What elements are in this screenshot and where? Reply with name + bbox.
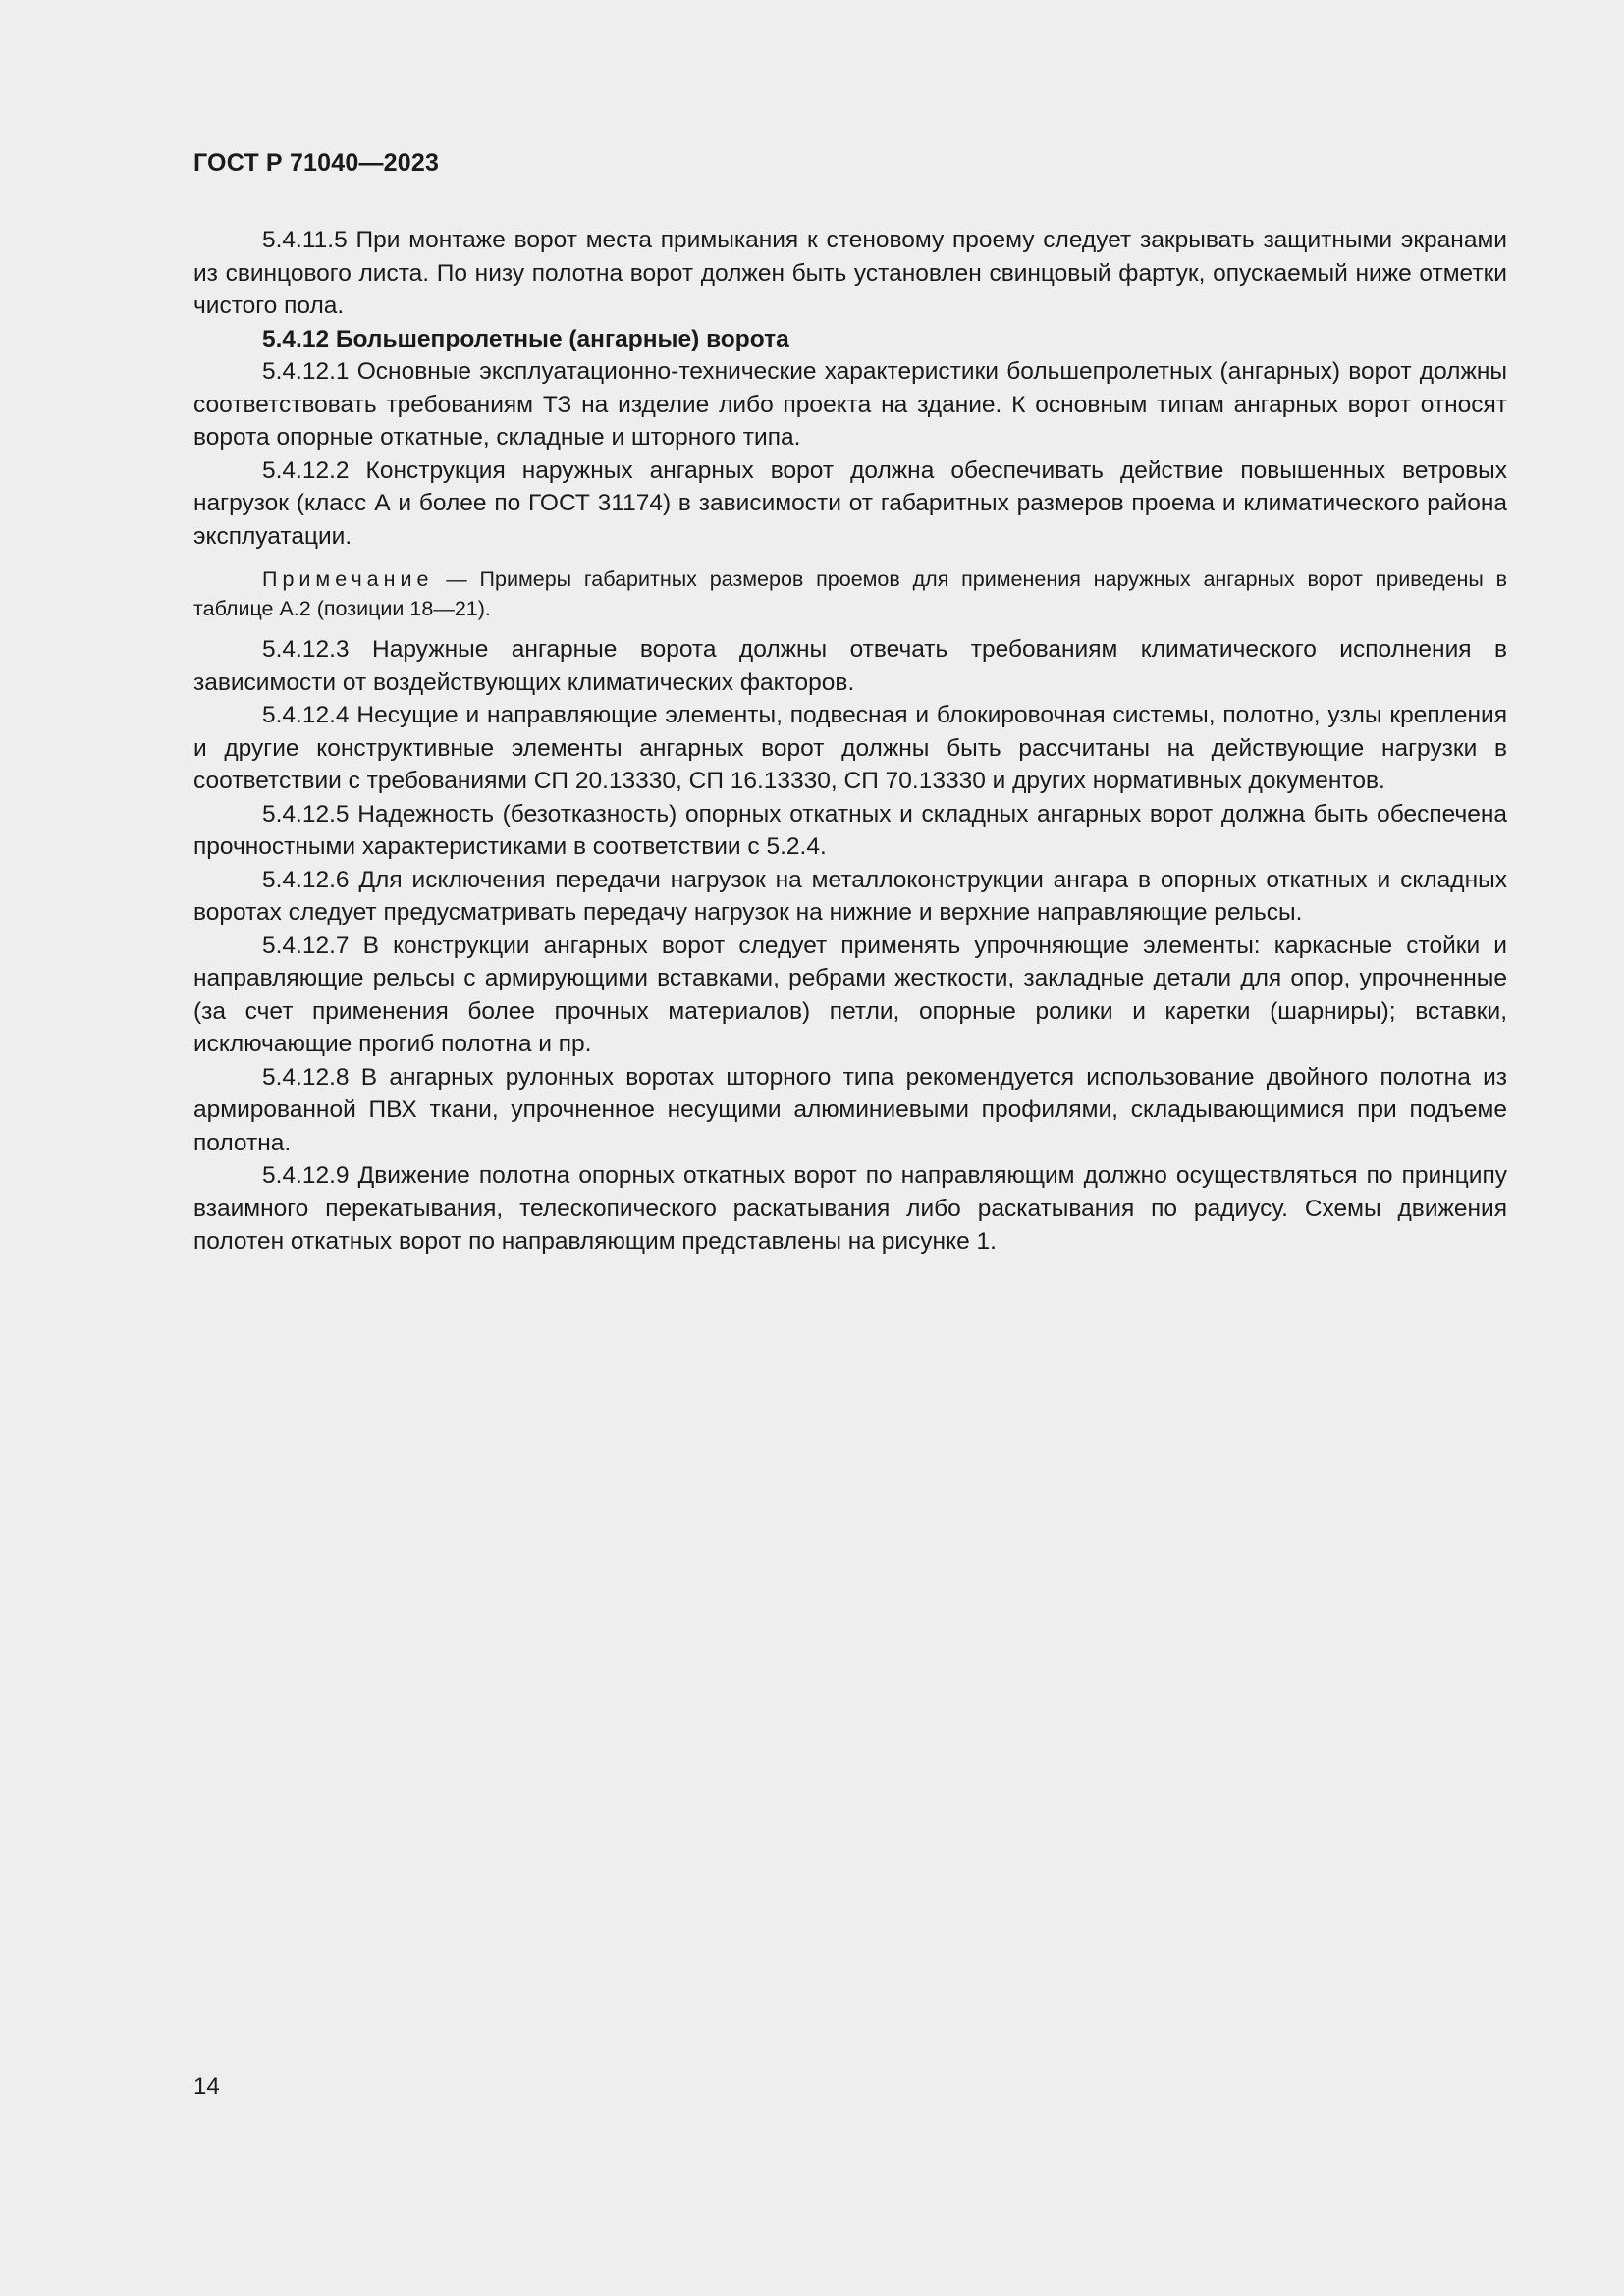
paragraph-5-4-12-2: 5.4.12.2 Конструкция наружных ангарных ворот должна обеспечивать действие повышенных ветровых нагрузок (класс А и более по ГОСТ 31174) в зависимости от габаритных размеров проема и климатического района эксплуатации. (193, 456, 1507, 550)
paragraph-5-4-12-6: 5.4.12.6 Для исключения передачи нагрузок на металлоконструкции ангара в опорных откатных и складных воротах следует предусматривать передачу нагрузок на нижние и верхние направляющие рельсы. (193, 866, 1507, 926)
section-heading-5-4-12: 5.4.12 Большепролетные (ангарные) ворота (262, 325, 789, 352)
page-number: 14 (193, 2073, 220, 2100)
note (193, 564, 1507, 623)
paragraph-5-4-11-5: 5.4.11.5 При монтаже ворот места примыкания к стеновому проему следует закрывать защитными экранами из свинцового листа. По низу полотна ворот должен быть установлен свинцовый фартук, опускаемый ниже отметки чистого пола. (193, 227, 1507, 319)
paragraph-5-4-12-5: 5.4.12.5 Надежность (безотказность) опорных откатных и складных ангарных ворот должна быть обеспечена прочностными характеристиками в соответствии с 5.2.4. (193, 800, 1507, 860)
paragraph-5-4-12-8: 5.4.12.8 В ангарных рулонных воротах шторного типа рекомендуется использование двойного полотна из армированной ПВХ ткани, упрочненное несущими алюминиевыми профилями, складывающимися при подъеме полотна. (193, 1063, 1507, 1156)
paragraph-5-4-12-1: 5.4.12.1 Основные эксплуатационно-технические характеристики большепролетных (ангарных) ворот должны соответствовать требованиям ТЗ на изделие либо проекта на здание. К основным типам ангарных ворот относят ворота опорные откатные, складные и шторного типа. (193, 358, 1507, 451)
paragraph-5-4-12-9: 5.4.12.9 Движение полотна опорных откатных ворот по направляющим должно осуществляться по принципу взаимного перекатывания, телескопического раскатывания либо раскатывания по радиусу. Схемы движения полотен откатных ворот по направляющим представлены на рисунке 1. (193, 1162, 1507, 1255)
note-text: — Примеры габаритных размеров проемов для применения наружных ангарных ворот приведены в таблице А.2 (позиции 18—21). (193, 567, 1507, 620)
paragraph-5-4-12-4: 5.4.12.4 Несущие и направляющие элементы, подвесная и блокировочная системы, полотно, узлы крепления и другие конструктивные элементы ангарных ворот должны быть рассчитаны на действующие нагрузки в соответствии с требованиями СП 20.13330, СП 16.13330, СП 70.13330 и других нормативных документов. (193, 702, 1507, 794)
document-header: ГОСТ Р 71040—2023 (193, 149, 440, 177)
document-body (193, 224, 1507, 1258)
paragraph-5-4-12-7: 5.4.12.7 В конструкции ангарных ворот следует применять упрочняющие элементы: каркасные стойки и направляющие рельсы с армирующими вставками, ребрами жесткости, закладные детали для опор, упрочненные (за счет применения более прочных материалов) петли, опорные ролики и каретки (шарниры); вставки, исключающие прогиб полотна и пр. (193, 932, 1507, 1057)
note-label: Примечание (262, 567, 434, 591)
paragraph-5-4-12-3: 5.4.12.3 Наружные ангарные ворота должны отвечать требованиям климатического исполнения в зависимости от воздействующих климатических факторов. (193, 636, 1507, 696)
